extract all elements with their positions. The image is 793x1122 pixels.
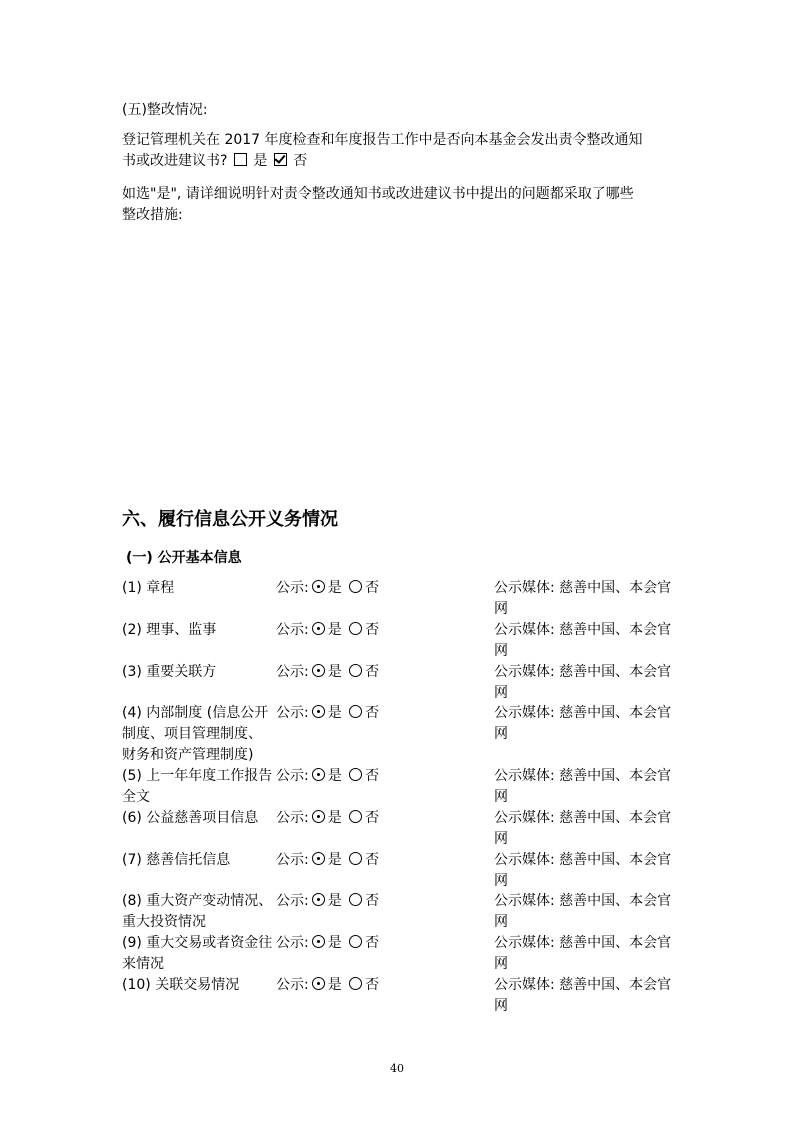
no-label: 否 bbox=[365, 810, 380, 826]
publish-label: 公示: bbox=[276, 977, 309, 993]
publish-options bbox=[276, 662, 379, 683]
no-label: 否 bbox=[365, 935, 380, 951]
publish-label: 公示: bbox=[276, 768, 309, 784]
disclosure-row bbox=[122, 578, 682, 620]
no-radio[interactable] bbox=[349, 664, 362, 677]
publish-label: 公示: bbox=[276, 935, 309, 951]
yes-label: 是 bbox=[327, 852, 342, 868]
disclosure-item-name: (3) 重要关联方 bbox=[122, 664, 217, 680]
disclosure-row bbox=[122, 891, 682, 933]
no-radio[interactable] bbox=[349, 768, 362, 781]
yes-label: 是 bbox=[327, 622, 342, 638]
yes-radio[interactable] bbox=[312, 977, 325, 990]
no-radio[interactable] bbox=[349, 935, 362, 948]
publish-options bbox=[276, 766, 379, 787]
publish-options bbox=[276, 703, 379, 724]
yes-radio[interactable] bbox=[312, 768, 325, 781]
disclosure-row bbox=[122, 620, 682, 662]
yes-label: 是 bbox=[327, 810, 342, 826]
publish-options bbox=[276, 808, 379, 829]
no-label: 否 bbox=[365, 977, 380, 993]
section6-title: 六、履行信息公开义务情况 bbox=[122, 509, 338, 530]
disclosure-row bbox=[122, 808, 682, 850]
yes-label: 是 bbox=[327, 893, 342, 909]
disclosure-item-name: (9) 重大交易或者资金往来情况 bbox=[122, 935, 273, 972]
publish-media: 公示媒体: 慈善中国、本会官网 bbox=[494, 852, 672, 889]
disclosure-row bbox=[122, 850, 682, 892]
publish-media: 公示媒体: 慈善中国、本会官网 bbox=[494, 705, 672, 742]
yes-radio[interactable] bbox=[312, 580, 325, 593]
no-label: 否 bbox=[293, 153, 308, 169]
disclosure-item-name: (7) 慈善信托信息 bbox=[122, 852, 231, 868]
publish-label: 公示: bbox=[276, 705, 309, 721]
no-label: 否 bbox=[365, 664, 380, 680]
no-label: 否 bbox=[365, 768, 380, 784]
disclosure-row bbox=[122, 933, 682, 975]
no-radio[interactable] bbox=[349, 705, 362, 718]
no-radio[interactable] bbox=[349, 893, 362, 906]
yes-label: 是 bbox=[327, 768, 342, 784]
disclosure-row bbox=[122, 662, 682, 704]
yes-radio[interactable] bbox=[312, 852, 325, 865]
publish-media: 公示媒体: 慈善中国、本会官网 bbox=[494, 580, 672, 617]
publish-label: 公示: bbox=[276, 852, 309, 868]
yes-label: 是 bbox=[327, 664, 342, 680]
publish-media: 公示媒体: 慈善中国、本会官网 bbox=[494, 664, 672, 701]
publish-options bbox=[276, 933, 379, 954]
yes-checkbox[interactable] bbox=[234, 153, 247, 166]
yes-radio[interactable] bbox=[312, 664, 325, 677]
disclosure-row bbox=[122, 975, 682, 1017]
disclosure-item-name: (10) 关联交易情况 bbox=[122, 977, 240, 993]
publish-options bbox=[276, 850, 379, 871]
publish-media: 公示媒体: 慈善中国、本会官网 bbox=[494, 622, 672, 659]
page-number: 40 bbox=[390, 1062, 404, 1075]
publish-media: 公示媒体: 慈善中国、本会官网 bbox=[494, 810, 672, 847]
yes-radio[interactable] bbox=[312, 705, 325, 718]
section6-subtitle: (一) 公开基本信息 bbox=[126, 550, 242, 566]
section5-question-line2 bbox=[122, 151, 307, 171]
disclosure-item-name: (4) 内部制度 (信息公开制度、项目管理制度、财务和资产管理制度) bbox=[122, 705, 269, 763]
yes-label: 是 bbox=[327, 977, 342, 993]
no-radio[interactable] bbox=[349, 852, 362, 865]
publish-options bbox=[276, 891, 379, 912]
disclosure-item-name: (2) 理事、监事 bbox=[122, 622, 217, 638]
no-label: 否 bbox=[365, 705, 380, 721]
section5-followup-line1: 如选"是", 请详细说明针对责令整改通知书或改进建议书中提出的问题都采取了哪些 bbox=[122, 186, 634, 202]
publish-label: 公示: bbox=[276, 622, 309, 638]
no-label: 否 bbox=[365, 852, 380, 868]
no-radio[interactable] bbox=[349, 622, 362, 635]
publish-label: 公示: bbox=[276, 893, 309, 909]
publish-options bbox=[276, 578, 379, 599]
no-radio[interactable] bbox=[349, 810, 362, 823]
yes-radio[interactable] bbox=[312, 893, 325, 906]
section5-question-line1: 登记管理机关在 2017 年度检查和年度报告工作中是否向本基金会发出责令整改通知 bbox=[122, 132, 643, 148]
no-checkbox[interactable] bbox=[274, 153, 287, 166]
disclosure-row bbox=[122, 703, 682, 763]
publish-options bbox=[276, 620, 379, 641]
no-label: 否 bbox=[365, 622, 380, 638]
yes-label: 是 bbox=[327, 580, 342, 596]
publish-options bbox=[276, 975, 379, 996]
disclosure-row bbox=[122, 766, 682, 808]
yes-radio[interactable] bbox=[312, 622, 325, 635]
no-label: 否 bbox=[365, 893, 380, 909]
publish-media: 公示媒体: 慈善中国、本会官网 bbox=[494, 893, 672, 930]
yes-radio[interactable] bbox=[312, 935, 325, 948]
publish-media: 公示媒体: 慈善中国、本会官网 bbox=[494, 768, 672, 805]
no-radio[interactable] bbox=[349, 977, 362, 990]
yes-label: 是 bbox=[327, 705, 342, 721]
disclosure-item-name: (5) 上一年年度工作报告全文 bbox=[122, 768, 273, 805]
publish-label: 公示: bbox=[276, 810, 309, 826]
publish-media: 公示媒体: 慈善中国、本会官网 bbox=[494, 935, 672, 972]
yes-label: 是 bbox=[327, 935, 342, 951]
publish-label: 公示: bbox=[276, 580, 309, 596]
no-radio[interactable] bbox=[349, 580, 362, 593]
disclosure-item-name: (8) 重大资产变动情况、重大投资情况 bbox=[122, 893, 273, 930]
section5-heading: (五)整改情况: bbox=[122, 102, 208, 118]
publish-label: 公示: bbox=[276, 664, 309, 680]
yes-label: 是 bbox=[253, 153, 268, 169]
publish-media: 公示媒体: 慈善中国、本会官网 bbox=[494, 977, 672, 1014]
section5-followup-line2: 整改措施: bbox=[122, 207, 183, 223]
section5-question-line2-text: 书或改进建议书? bbox=[122, 153, 228, 169]
disclosure-item-name: (6) 公益慈善项目信息 bbox=[122, 810, 259, 826]
disclosure-item-name: (1) 章程 bbox=[122, 580, 175, 596]
yes-radio[interactable] bbox=[312, 810, 325, 823]
no-label: 否 bbox=[365, 580, 380, 596]
